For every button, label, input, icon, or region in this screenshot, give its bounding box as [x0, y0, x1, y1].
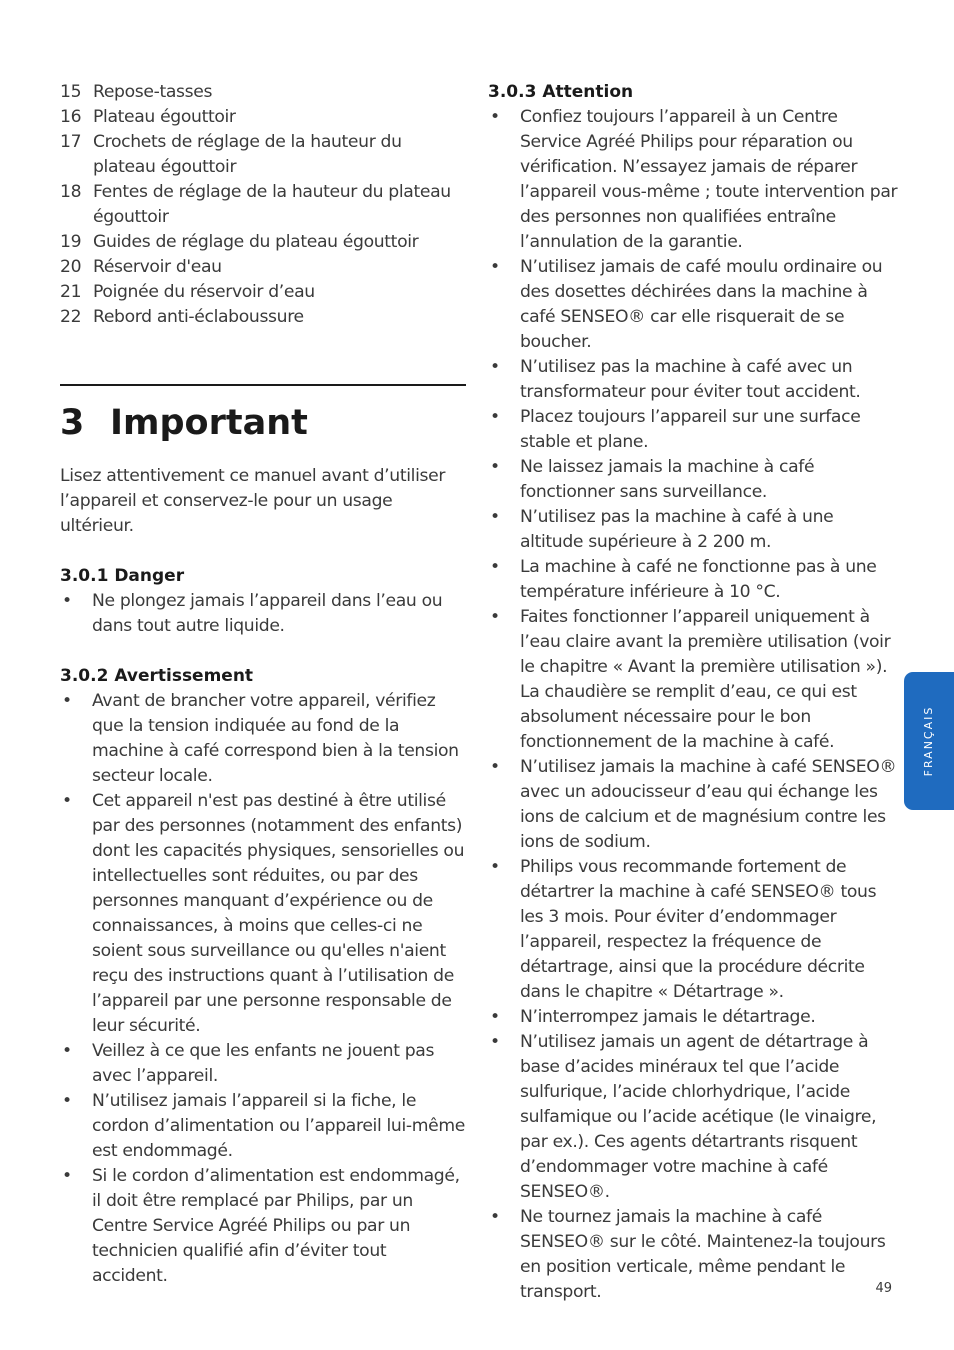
list-item: 21 Poignée du réservoir d’eau: [60, 282, 315, 302]
list-item: • Placez toujours l’appareil sur une surface stable et plane.: [490, 407, 861, 452]
section-heading-attention: 3.0.3 Attention: [488, 82, 634, 102]
list-item: • Ne plongez jamais l’appareil dans l’eau ou dans tout autre liquide.: [62, 591, 443, 636]
list-item: 19 Guides de réglage du plateau égouttoir: [60, 232, 419, 252]
list-item: • La machine à café ne fonctionne pas à une température inférieure à 10 °C.: [490, 557, 877, 602]
chapter-number: 3: [60, 403, 85, 443]
list-item: • Si le cordon d’alimentation est endommagé, il doit être remplacé par Philips, par un Centre Service Agréé Philips ou par un technicien qualifié afin d’éviter tout accident.: [62, 1166, 460, 1286]
left-column: [60, 80, 466, 1289]
list-item: • N’utilisez jamais l’appareil si la fiche, le cordon d’alimentation ou l’appareil lui-même est endommagé.: [62, 1091, 465, 1161]
list-item: • Ne laissez jamais la machine à café fonctionner sans surveillance.: [490, 457, 815, 502]
list-item: 20 Réservoir d'eau: [60, 257, 222, 277]
list-item: • Avant de brancher votre appareil, vérifiez que la tension indiquée au fond de la machine à café correspond bien à la tension secteur locale.: [62, 691, 459, 786]
list-item: 16 Plateau égouttoir: [60, 107, 236, 127]
chapter-title: [60, 400, 466, 446]
list-item: • N’interrompez jamais le détartrage.: [490, 1007, 816, 1027]
list-item: • Confiez toujours l’appareil à un Centre Service Agréé Philips pour réparation ou vérification. N’essayez jamais de réparer l’appareil vous-même ; toute intervention par des personnes non qualifiées entraîne l’annulation de la garantie.: [490, 107, 898, 252]
list-item: • Faites fonctionner l’appareil uniquement à l’eau claire avant la première utilisation (voir le chapitre « Avant la première utilisation »). La chaudière se remplit d’eau, ce qui est absolument nécessaire pour le bon fonctionnement de la machine à café.: [490, 607, 891, 752]
list-item: • Philips vous recommande fortement de détartrer la machine à café SENSEO® tous les 3 mois. Pour éviter d’endommager l’appareil, respectez la fréquence de détartrage, ainsi que la procédure décrite dans le chapitre « Détartrage ».: [490, 857, 877, 1002]
warning-list: [60, 689, 466, 1289]
intro-paragraph: Lisez attentivement ce manuel avant d’utiliser l’appareil et conservez-le pour un usage ultérieur.: [60, 466, 446, 536]
language-tab: [904, 672, 954, 810]
list-item: • Veillez à ce que les enfants ne jouent pas avec l’appareil.: [62, 1041, 435, 1086]
list-item: 18 Fentes de réglage de la hauteur du plateau égouttoir: [60, 182, 451, 227]
list-item: 22 Rebord anti-éclaboussure: [60, 307, 304, 327]
list-item: • N’utilisez pas la machine à café avec un transformateur pour éviter tout accident.: [490, 357, 861, 402]
list-item: 15 Repose-tasses: [60, 82, 213, 102]
parts-list: [60, 80, 466, 330]
list-item: • N’utilisez pas la machine à café à une altitude supérieure à 2 200 m.: [490, 507, 834, 552]
section-heading-avertissement: 3.0.2 Avertissement: [60, 666, 254, 686]
list-item: • Cet appareil n'est pas destiné à être utilisé par des personnes (notamment des enfants) dont les capacités physiques, sensorielles ou intellectuelles sont réduites, ou par des personnes manquant d’expérience ou de connaissances, à moins que celles-ci ne soient sous surveillance ou qu'elles n'aient reçu des instructions quant à l’utilisation de l’appareil par une personne responsable de leur sécurité.: [62, 791, 465, 1036]
chapter-rule: [60, 384, 466, 386]
list-item: • Ne tournez jamais la machine à café SENSEO® sur le côté. Maintenez-la toujours en position verticale, même pendant le transport.: [490, 1207, 886, 1302]
page-number: 49: [875, 1281, 892, 1296]
attention-list: [488, 105, 898, 1305]
section-heading-danger: 3.0.1 Danger: [60, 566, 185, 586]
right-column: [488, 80, 898, 1305]
list-item: • N’utilisez jamais la machine à café SENSEO® avec un adoucisseur d’eau qui échange les ions de calcium et de magnésium contre les ions de sodium.: [490, 757, 897, 852]
language-tab-label: FRANÇAIS: [922, 705, 935, 777]
list-item: 17 Crochets de réglage de la hauteur du plateau égouttoir: [60, 132, 402, 177]
list-item: • N’utilisez jamais de café moulu ordinaire ou des dosettes déchirées dans la machine à café SENSEO® car elle risquerait de se boucher.: [490, 257, 883, 352]
danger-list: [60, 589, 466, 639]
chapter-name: Important: [110, 403, 308, 443]
list-item: • N’utilisez jamais un agent de détartrage à base d’acides minéraux tel que l’acide sulfurique, l’acide chlorhydrique, l’acide sulfamique ou l’acide acétique (le vinaigre, par ex.). Ces agents détartrants risquent d’endommager votre machine à café SENSEO®.: [490, 1032, 877, 1202]
